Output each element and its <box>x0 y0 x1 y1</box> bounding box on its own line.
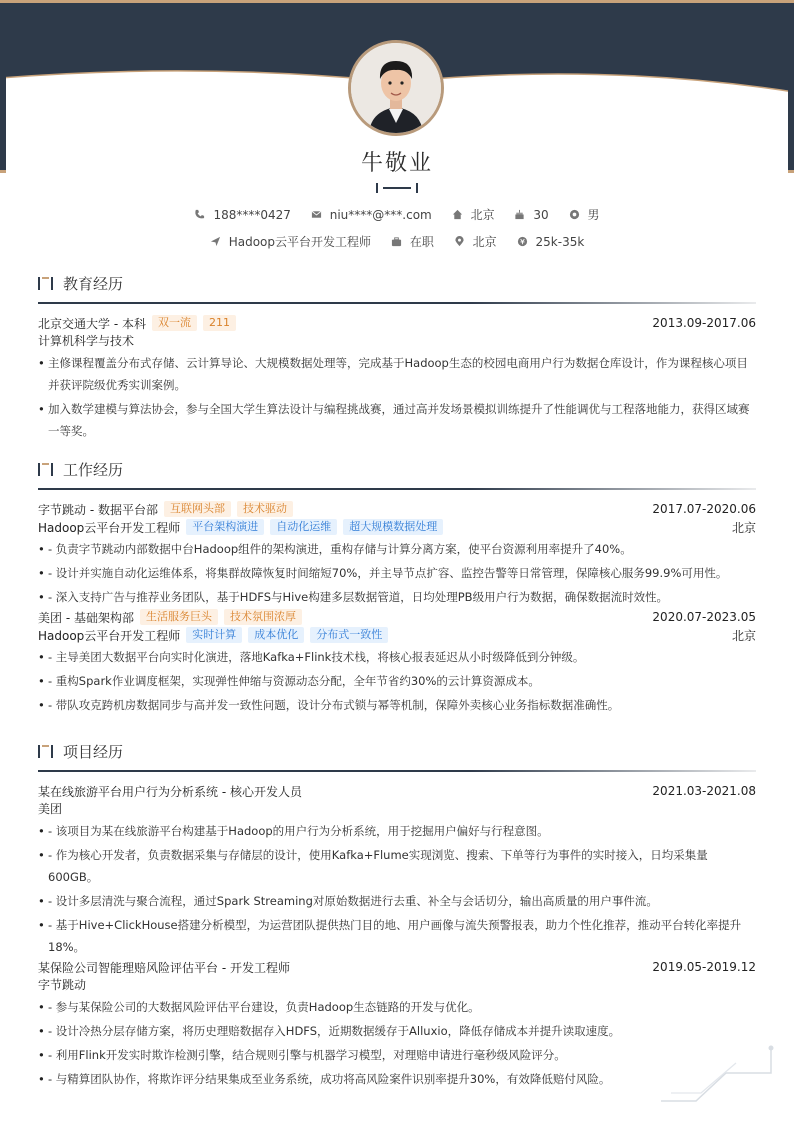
company-tag: 技术驱动 <box>237 501 293 517</box>
list-item: • - 参与某保险公司的大数据风险评估平台建设，负责Hadoop生态链路的开发与优化。 <box>38 996 756 1018</box>
education-bullets <box>38 352 756 442</box>
job-date: 2017.07-2020.06 <box>652 502 756 516</box>
company-tag: 互联网头部 <box>164 501 231 517</box>
job-bullets <box>38 646 756 716</box>
location-text: 北京 <box>472 235 497 249</box>
section-marker-icon <box>38 744 54 758</box>
person-name: 牛敬业 <box>360 151 433 176</box>
projects-title: 项目经历 <box>63 742 124 761</box>
job-date: 2020.07-2023.05 <box>652 610 756 624</box>
position-text: Hadoop云平台开发工程师 <box>228 235 371 249</box>
salary-icon <box>517 236 528 247</box>
projects-heading <box>38 738 756 764</box>
city-text: 北京 <box>470 208 495 222</box>
gender-text: 男 <box>587 208 600 222</box>
education-entry-header <box>38 314 756 332</box>
job-intent-row <box>0 233 794 250</box>
list-item: • 主修课程覆盖分布式存储、云计算导论、大规模数据处理等，完成基于Hadoop生态的校园电商用户行为数据仓库设计，作为课程核心项目并获评院级优秀实训案例。 <box>38 352 756 396</box>
project-name: 某保险公司智能理赔风险评估平台 - 开发工程师 <box>38 960 290 975</box>
list-item: • - 与精算团队协作，将欺诈评分结果集成至业务系统，成功将高风险案件识别率提升30%，有效降低赔付风险。 <box>38 1068 756 1090</box>
education-tag: 211 <box>203 315 236 331</box>
company-tag: 技术氛围浓厚 <box>224 609 302 625</box>
education-date: 2013.09-2017.06 <box>652 316 756 330</box>
projects-section <box>38 738 756 1090</box>
section-marker-icon <box>38 276 54 290</box>
cake-icon <box>514 209 525 220</box>
list-item: • - 利用Flink开发实时欺诈检测引擎，结合规则引擎与机器学习模型，对理赔申请进行毫秒级风险评分。 <box>38 1044 756 1066</box>
info-email <box>311 208 432 222</box>
job-role-row <box>38 518 756 536</box>
job-city: 北京 <box>731 520 756 535</box>
role-tag: 成本优化 <box>248 627 304 643</box>
avatar <box>348 40 444 136</box>
home-icon <box>452 209 463 220</box>
info-phone <box>194 208 290 222</box>
role-tag: 平台架构演进 <box>186 519 264 535</box>
role-tag: 自动化运维 <box>270 519 337 535</box>
phone-icon <box>194 209 205 220</box>
list-item: • - 该项目为某在线旅游平台构建基于Hadoop的用户行为分析系统，用于挖掘用户偏好与行程意图。 <box>38 820 756 842</box>
job-city: 北京 <box>731 628 756 643</box>
job-role: Hadoop云平台开发工程师 <box>38 628 181 643</box>
gender-icon <box>569 209 580 220</box>
project-header <box>38 782 756 800</box>
education-section <box>38 270 756 442</box>
list-item: • - 基于Hive+ClickHouse搭建分析模型，为运营团队提供热门目的地、用户画像与流失预警报表，助力个性化推荐，推动平台转化率提升18%。 <box>38 914 756 958</box>
project-org: 美团 <box>38 802 63 816</box>
education-major: 计算机科学与技术 <box>38 334 135 348</box>
location-icon <box>454 236 465 247</box>
list-item: • - 设计多层清洗与聚合流程，通过Spark Streaming对原始数据进行去重、补全与会话切分，输出高质量的用户事件流。 <box>38 890 756 912</box>
project-date: 2019.05-2019.12 <box>652 960 756 974</box>
project-name: 某在线旅游平台用户行为分析系统 - 核心开发人员 <box>38 784 302 799</box>
role-tag: 分布式一致性 <box>310 627 388 643</box>
email-text: niu****@***.com <box>329 207 432 222</box>
job-header <box>38 500 756 518</box>
info-city <box>452 206 495 223</box>
corner-decoration <box>656 1043 776 1103</box>
list-item: • - 深入支持广告与推荐业务团队，基于HDFS与Hive构建多层数据管道，日均处理PB级用户行为数据，确保数据流时效性。 <box>38 586 756 608</box>
list-item: • - 作为核心开发者，负责数据采集与存储层的设计，使用Kafka+Flume实现浏览、搜索、下单等行为事件的实时接入，日均采集量600GB。 <box>38 844 756 888</box>
phone-text: 188****0427 <box>213 207 291 222</box>
avatar-photo <box>351 43 441 133</box>
work-section <box>38 456 756 716</box>
list-item: • - 主导美团大数据平台向实时化演进，落地Kafka+Flink技术栈，将核心报表延迟从小时级降低到分钟级。 <box>38 646 756 668</box>
education-heading <box>38 270 756 296</box>
info-age <box>514 208 548 222</box>
age-text: 30 <box>533 207 549 222</box>
list-item: • - 带队攻克跨机房数据同步与高并发一致性问题，设计分布式锁与幂等机制，保障外卖核心业务指标数据准确性。 <box>38 694 756 716</box>
role-tag: 超大规模数据处理 <box>343 519 443 535</box>
list-item: • - 设计冷热分层存储方案，将历史理赔数据存入HDFS，近期数据缓存于Alluxio，降低存储成本并提升读取速度。 <box>38 1020 756 1042</box>
info-gender <box>569 206 600 223</box>
school-name: 北京交通大学 - 本科 <box>38 316 146 331</box>
education-tag: 双一流 <box>152 315 197 331</box>
project-bullets <box>38 996 756 1090</box>
section-marker-icon <box>38 462 54 476</box>
project-org: 字节跳动 <box>38 978 87 992</box>
list-item: • - 设计并实施自动化运维体系，将集群故障恢复时间缩短70%，并主导节点扩容、监控告警等日常管理，保障核心服务99.9%可用性。 <box>38 562 756 584</box>
salary-text: 25k-35k <box>535 234 585 249</box>
info-status <box>391 233 434 250</box>
info-position <box>210 233 371 250</box>
mail-icon <box>311 209 322 220</box>
briefcase-icon <box>391 236 402 247</box>
project-date: 2021.03-2021.08 <box>652 784 756 798</box>
list-item: • - 负责字节跳动内部数据中台Hadoop组件的架构演进，重构存储与计算分离方案，使平台资源利用率提升了40%。 <box>38 538 756 560</box>
list-item: • 加入数学建模与算法协会，参与全国大学生算法设计与编程挑战赛，通过高并发场景模拟训练提升了性能调优与工程落地能力，获得区域赛一等奖。 <box>38 398 756 442</box>
role-tag: 实时计算 <box>186 627 242 643</box>
name-divider <box>376 183 418 193</box>
info-location <box>454 233 497 250</box>
send-icon <box>210 236 221 247</box>
work-title: 工作经历 <box>63 460 124 479</box>
info-salary <box>517 235 585 249</box>
status-text: 在职 <box>409 235 434 249</box>
company-name: 字节跳动 - 数据平台部 <box>38 502 158 517</box>
job-role: Hadoop云平台开发工程师 <box>38 520 181 535</box>
work-heading <box>38 456 756 482</box>
project-header <box>38 958 756 976</box>
contact-row <box>0 206 794 223</box>
list-item: • - 重构Spark作业调度框架，实现弹性伸缩与资源动态分配，全年节省约30%的云计算资源成本。 <box>38 670 756 692</box>
project-bullets <box>38 820 756 958</box>
job-bullets <box>38 538 756 608</box>
job-header <box>38 608 756 626</box>
company-tag: 生活服务巨头 <box>140 609 218 625</box>
company-name: 美团 - 基础架构部 <box>38 610 134 625</box>
education-title: 教育经历 <box>63 274 124 293</box>
job-role-row <box>38 626 756 644</box>
